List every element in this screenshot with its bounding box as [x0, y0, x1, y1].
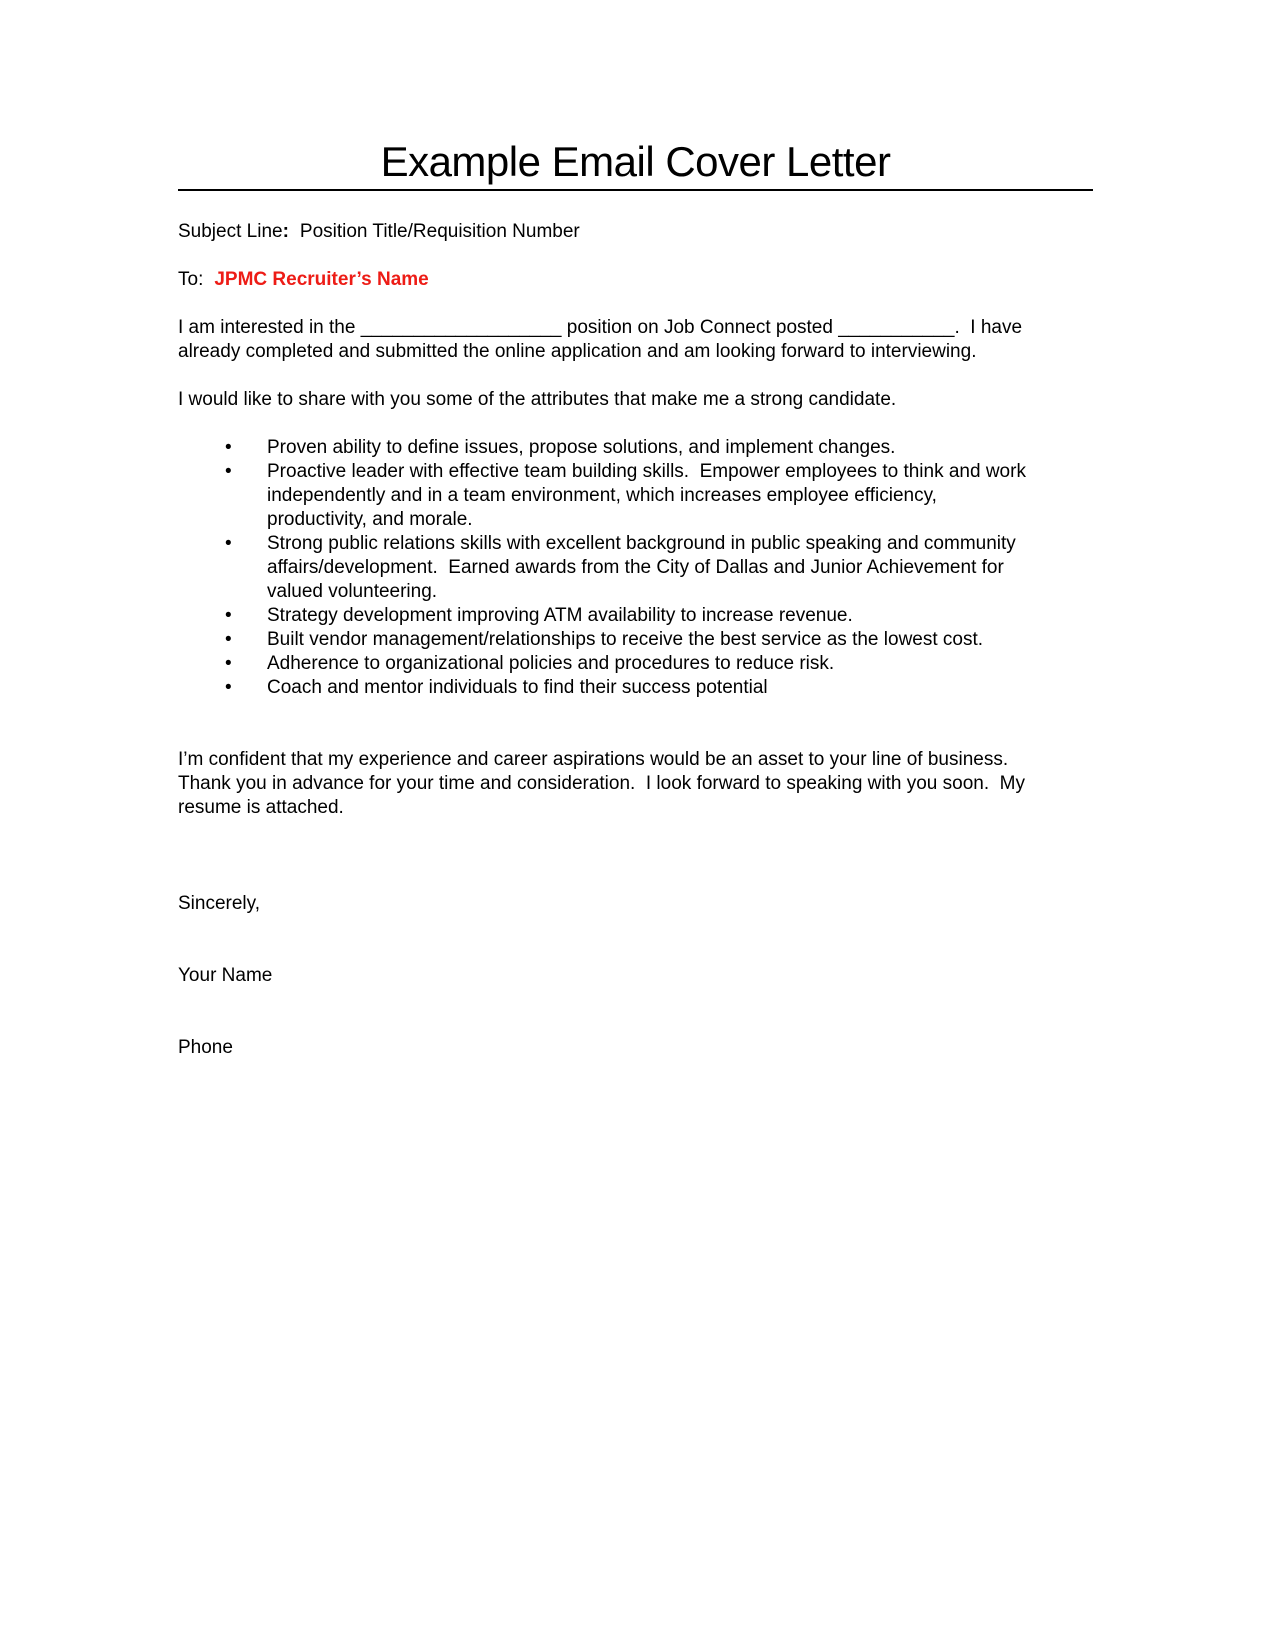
letter-content: [178, 140, 1093, 1108]
attribute-item: • Strong public relations skills with excellent background in public speaking and community affairs/development. Earned awards from the City of Dallas and Junior Achievement for valued volunteering.: [178, 532, 1041, 604]
subject-value: Position Title/Requisition Number: [299, 221, 580, 242]
subject-colon: :: [282, 221, 289, 242]
signature-block: [178, 844, 1093, 1108]
attribute-item: • Built vendor management/relationships to receive the best service as the lowest cost.: [178, 628, 1041, 652]
lead-in-paragraph: I would like to share with you some of the attributes that make me a strong candidate.: [178, 389, 897, 410]
page-title: Example Email Cover Letter: [178, 140, 1093, 191]
signoff-name: Your Name: [178, 965, 273, 986]
subject-label: Subject Line: [178, 221, 283, 242]
attribute-item: • Coach and mentor individuals to find their success potential: [178, 676, 1041, 700]
signoff-phone: Phone: [178, 1037, 233, 1058]
attribute-item: • Strategy development improving ATM availability to increase revenue.: [178, 604, 1041, 628]
attribute-item: • Proactive leader with effective team building skills. Empower employees to think and work independently and in a team environment, which increases employee efficiency, productivity, and morale.: [178, 460, 1041, 532]
to-line: [178, 268, 1093, 292]
signoff-closing: Sincerely,: [178, 893, 261, 914]
attribute-item: • Adherence to organizational policies and procedures to reduce risk.: [178, 652, 1041, 676]
intro-paragraph: I am interested in the ___________________ position on Job Connect posted ___________. I have already completed and submitted the online application and am looking forward to interviewing.: [178, 317, 1028, 362]
subject-line: [178, 220, 1093, 244]
recipient-name: JPMC Recruiter’s Name: [214, 269, 429, 290]
attribute-item: • Proven ability to define issues, propose solutions, and implement changes.: [178, 436, 1041, 460]
to-label: To:: [178, 269, 204, 290]
closing-paragraph: I’m confident that my experience and career aspirations would be an asset to your line of business. Thank you in advance for your time and consideration. I look forward to speaking with you soon. My resume is attached.: [178, 749, 1031, 818]
attributes-list: [178, 436, 1093, 700]
